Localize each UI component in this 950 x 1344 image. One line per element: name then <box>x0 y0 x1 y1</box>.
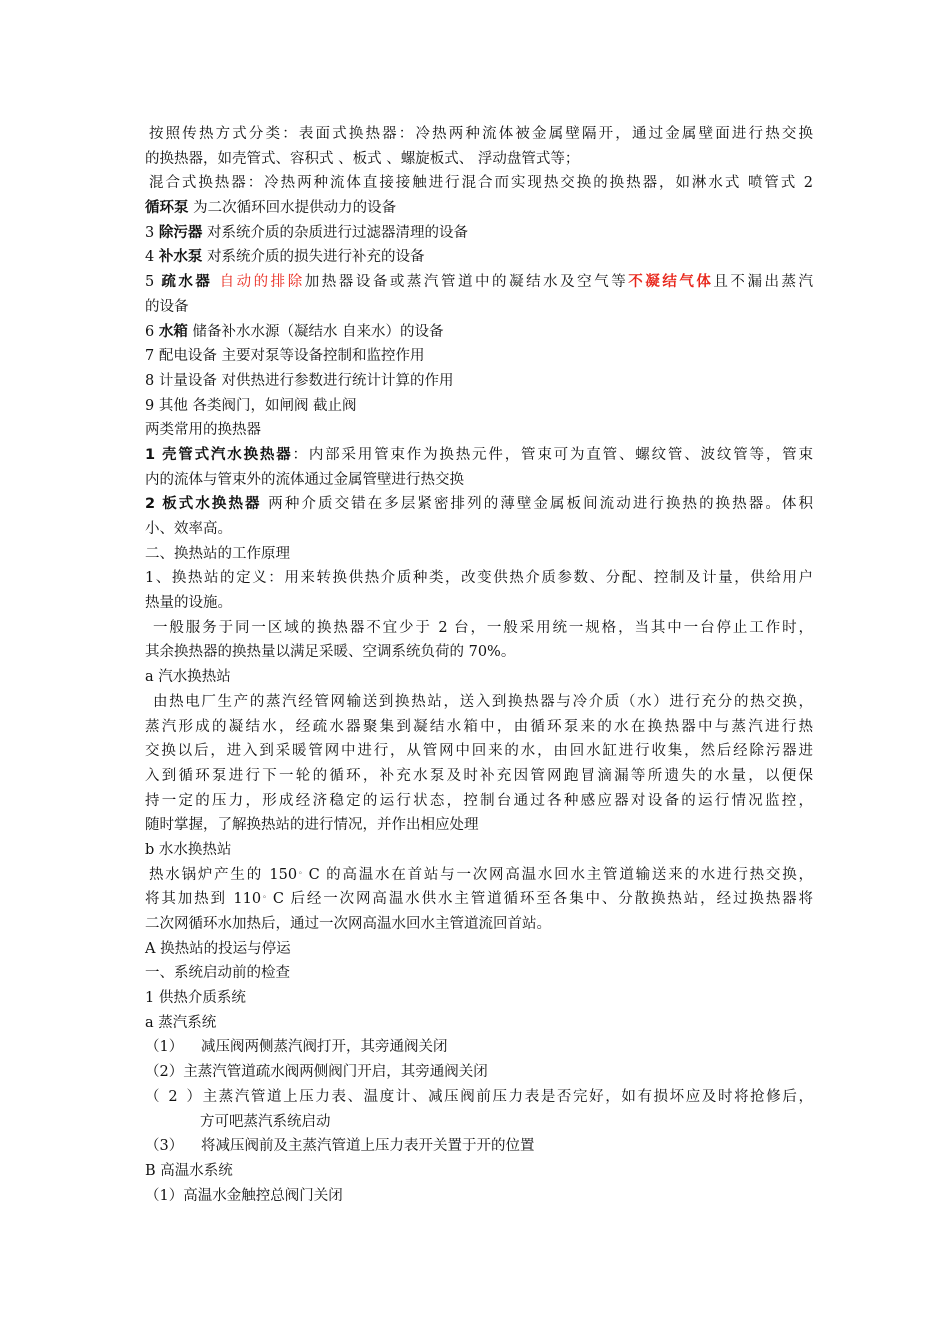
text-line: a 汽水换热站 <box>145 669 231 686</box>
text-line: 8 计量设备 对供热进行参数进行统计计算的作用 <box>145 372 454 389</box>
text-line: 1 供热介质系统 <box>145 990 246 1007</box>
text-line: 1、换热站的定义：用来转换供热介质种类，改变供热介质参数、分配、控制及计量，供给用户 <box>145 570 813 587</box>
text-line: 将其加热到 110。C 后经一次网高温水供水主管道循环至各集中、分散换热站，经过换热器将 <box>145 890 814 908</box>
text-line: 2 板式水换热器 两种介质交错在多层紧密排列的薄壁金属板间流动进行换热的换热器。体积 <box>145 496 813 513</box>
list-item: （1） 减压阀两侧蒸汽阀打开，其旁通阀关闭 <box>145 1039 448 1056</box>
text-line: 二次网循环水加热后，通过一次网高温水回水主管道流回首站。 <box>145 916 551 932</box>
text-line: a 蒸汽系统 <box>145 1014 217 1031</box>
text-line: 9 其他 各类阀门，如闸阀 截止阀 <box>145 397 357 414</box>
text-line: B 高温水系统 <box>145 1162 233 1179</box>
document-page <box>145 122 813 1208</box>
text-line: 两类常用的换热器 <box>145 422 261 439</box>
text-line: 持一定的压力，形成经济稳定的运行状态，控制台通过各种感应器对设备的运行情况监控， <box>145 792 813 809</box>
text-line: 一、系统启动前的检查 <box>145 965 290 982</box>
text-line: 1 壳管式汽水换热器：内部采用管束作为换热元件，管束可为直管、螺纹管、波纹管等，管束 <box>145 446 813 463</box>
text-line: 循环泵 为二次循环回水提供动力的设备 <box>145 200 397 217</box>
list-item: （2）主蒸汽管道上压力表、温度计、减压阀前压力表是否完好，如有损坏应及时将抢修后， <box>145 1088 813 1105</box>
list-item: （2）主蒸汽管道疏水阀两侧阀门开启，其旁通阀关闭 <box>145 1064 488 1081</box>
text-line: 方可吧蒸汽系统启动 <box>200 1113 331 1130</box>
text-line: 由热电厂生产的蒸汽经管网输送到换热站，送入到换热器与冷介质（水）进行充分的热交换， <box>153 693 813 710</box>
text-line: 小、效率高。 <box>145 521 232 537</box>
text-line: 蒸汽形成的凝结水，经疏水器聚集到凝结水箱中，由循环泵来的水在换热器中与蒸汽进行热 <box>145 718 813 735</box>
text-line: 的设备 <box>145 298 189 315</box>
text-line: b 水水换热站 <box>145 841 232 858</box>
text-line: 随时掌握，了解换热站的进行情况，并作出相应处理 <box>145 817 479 834</box>
text-line: 3 除污器 对系统介质的杂质进行过滤器清理的设备 <box>145 224 468 241</box>
text-line: 5 疏水器 自动的排除加热器设备或蒸汽管道中的凝结水及空气等不凝结气体且不漏出蒸汽 <box>145 274 814 291</box>
text-line: 二、换热站的工作原理 <box>145 545 290 562</box>
text-line: A 换热站的投运与停运 <box>145 940 291 957</box>
list-item: （1）高温水金触控总阀门关闭 <box>145 1187 343 1204</box>
list-item: （3） 将减压阀前及主蒸汽管道上压力表开关置于开的位置 <box>145 1138 535 1155</box>
text-line: 6 水箱 储备补水水源（凝结水 自来水）的设备 <box>145 323 444 340</box>
text-line: 交换以后，进入到采暖管网中进行，从管网中回来的水，由回水缸进行收集，然后经除污器进 <box>145 743 813 760</box>
text-line: 入到循环泵进行下一轮的循环，补充水泵及时补充因管网跑冒滴漏等所遗失的水量，以便保 <box>145 767 813 784</box>
text-line: 混合式换热器：冷热两种流体直接接触进行混合而实现热交换的换热器，如淋水式 喷管式 2 <box>149 175 813 192</box>
text-line: 一般服务于同一区域的换热器不宜少于 2 台，一般采用统一规格，当其中一台停止工作时， <box>153 619 813 636</box>
text-line: 4 补水泵 对系统介质的损失进行补充的设备 <box>145 249 425 266</box>
text-line: 热水锅炉产生的 150。C 的高温水在首站与一次网高温水回水主管道输送来的水进行热交换， <box>149 865 813 883</box>
text-line: 其余换热器的换热量以满足采暖、空调系统负荷的 70%。 <box>145 644 516 661</box>
text-line: 内的流体与管束外的流体通过金属管壁进行热交换 <box>145 471 464 488</box>
text-line: 7 配电设备 主要对泵等设备控制和监控作用 <box>145 348 425 365</box>
text-line: 按照传热方式分类：表面式换热器：冷热两种流体被金属壁隔开，通过金属壁面进行热交换 <box>149 126 813 142</box>
text-line: 热量的设施。 <box>145 595 232 612</box>
text-line: 的换热器，如壳管式、容积式 、板式 、螺旋板式、 浮动盘管式等； <box>145 150 580 167</box>
